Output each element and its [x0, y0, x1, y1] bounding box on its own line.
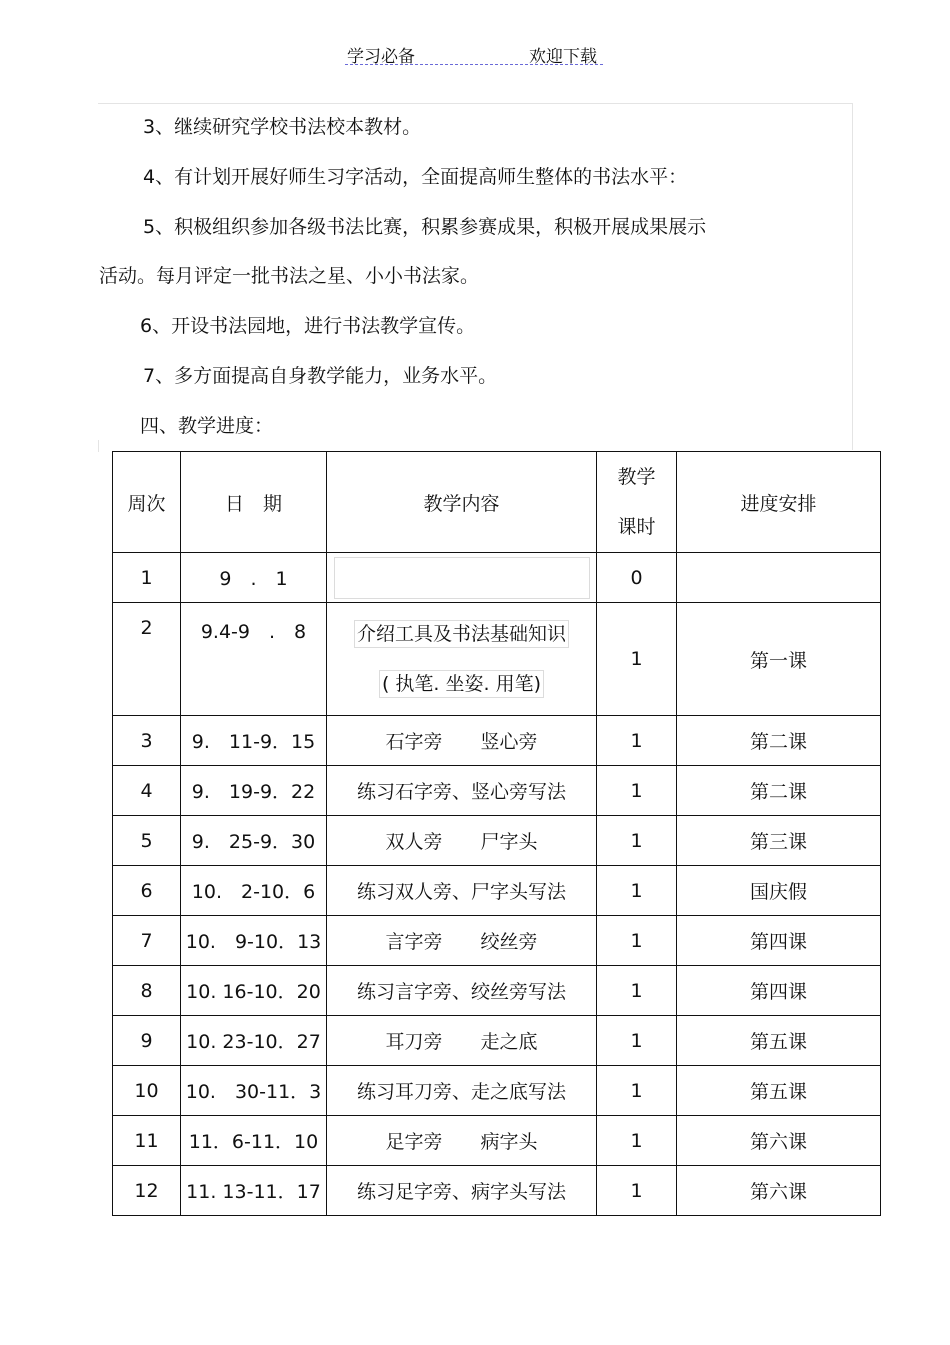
header-hours-line2: 课时 [617, 516, 656, 538]
cell-schedule [677, 553, 881, 603]
cell-week: 6 [113, 866, 181, 916]
teaching-schedule-table [112, 451, 881, 1216]
cell-date: 9 . 1 [181, 553, 327, 603]
cell-hours: 1 [597, 1116, 677, 1166]
cell-hours: 1 [597, 766, 677, 816]
frame-line-left [98, 440, 99, 452]
header-left-text: 学习必备 [347, 47, 415, 67]
cell-content [327, 553, 597, 603]
cell-schedule: 第四课 [677, 966, 881, 1016]
table-row [113, 766, 881, 816]
cell-hours: 1 [597, 966, 677, 1016]
page-header [345, 40, 603, 65]
cell-content: 练习耳刀旁、走之底写法 [327, 1066, 597, 1116]
cell-date: 9. 11-9．15 [181, 716, 327, 766]
table-row [113, 1116, 881, 1166]
cell-date: 10. 2-10．6 [181, 866, 327, 916]
content-empty-box [334, 557, 590, 599]
cell-week: 8 [113, 966, 181, 1016]
cell-hours: 0 [597, 553, 677, 603]
cell-content: 耳刀旁 走之底 [327, 1016, 597, 1066]
cell-date: 11. 13-11．17 [181, 1166, 327, 1216]
header-right-text: 欢迎下载 [529, 47, 597, 67]
header-date: 日 期 [181, 452, 327, 553]
cell-content: 练习足字旁、病字头写法 [327, 1166, 597, 1216]
cell-content: 双人旁 尸字头 [327, 816, 597, 866]
cell-date: 9.4-9 . 8 [181, 603, 327, 716]
cell-content: 石字旁 竖心旁 [327, 716, 597, 766]
cell-hours: 1 [597, 916, 677, 966]
paragraph-item-5: 5、积极组织参加各级书法比赛，积累参赛成果，积极开展成果展示 [143, 216, 707, 238]
cell-hours: 1 [597, 866, 677, 916]
cell-date: 10. 30-11．3 [181, 1066, 327, 1116]
cell-schedule: 第二课 [677, 766, 881, 816]
table-row [113, 603, 881, 716]
cell-schedule: 第二课 [677, 716, 881, 766]
cell-content [327, 603, 597, 716]
header-content: 教学内容 [327, 452, 597, 553]
cell-week: 4 [113, 766, 181, 816]
content-line1: 介绍工具及书法基础知识 [354, 620, 569, 648]
cell-schedule: 第六课 [677, 1166, 881, 1216]
header-week: 周次 [113, 452, 181, 553]
cell-date: 10. 9-10．13 [181, 916, 327, 966]
cell-schedule: 第五课 [677, 1016, 881, 1066]
frame-line-right [852, 103, 853, 450]
cell-week: 1 [113, 553, 181, 603]
header-hours-line1: 教学 [617, 466, 656, 488]
table-row [113, 1166, 881, 1216]
paragraph-item-3: 3、继续研究学校书法校本教材。 [143, 116, 422, 138]
paragraph-item-5-continued: 活动。每月评定一批书法之星、小小书法家。 [99, 265, 480, 287]
cell-content: 练习石字旁、竖心旁写法 [327, 766, 597, 816]
cell-week: 3 [113, 716, 181, 766]
cell-hours: 1 [597, 1166, 677, 1216]
cell-date: 10. 23-10．27 [181, 1016, 327, 1066]
section-heading-progress: 四、教学进度： [140, 415, 274, 437]
cell-content: 言字旁 绞丝旁 [327, 916, 597, 966]
cell-week: 5 [113, 816, 181, 866]
cell-schedule: 第四课 [677, 916, 881, 966]
paragraph-item-7: 7、多方面提高自身教学能力，业务水平。 [143, 365, 498, 387]
cell-week: 11 [113, 1116, 181, 1166]
table-row [113, 716, 881, 766]
paragraph-item-6: 6、开设书法园地，进行书法教学宣传。 [140, 315, 476, 337]
cell-schedule: 第三课 [677, 816, 881, 866]
table-row [113, 553, 881, 603]
header-schedule: 进度安排 [677, 452, 881, 553]
table-row [113, 816, 881, 866]
cell-schedule: 第六课 [677, 1116, 881, 1166]
cell-schedule: 第五课 [677, 1066, 881, 1116]
frame-line-top [98, 103, 853, 104]
cell-content: 足字旁 病字头 [327, 1116, 597, 1166]
cell-week: 2 [113, 603, 181, 716]
cell-week: 12 [113, 1166, 181, 1216]
cell-content: 练习言字旁、绞丝旁写法 [327, 966, 597, 1016]
cell-week: 9 [113, 1016, 181, 1066]
table-row [113, 1066, 881, 1116]
cell-hours: 1 [597, 603, 677, 716]
cell-date: 9. 19-9．22 [181, 766, 327, 816]
table-row [113, 916, 881, 966]
cell-week: 7 [113, 916, 181, 966]
table-header-row [113, 452, 881, 553]
table-row [113, 866, 881, 916]
table-row [113, 1016, 881, 1066]
cell-content: 练习双人旁、尸字头写法 [327, 866, 597, 916]
cell-week: 10 [113, 1066, 181, 1116]
cell-hours: 1 [597, 816, 677, 866]
cell-hours: 1 [597, 1016, 677, 1066]
paragraph-item-4: 4、有计划开展好师生习字活动，全面提高师生整体的书法水平： [143, 166, 688, 188]
cell-date: 10. 16-10．20 [181, 966, 327, 1016]
cell-hours: 1 [597, 716, 677, 766]
cell-date: 11．6-11．10 [181, 1116, 327, 1166]
content-line2: ( 执笔. 坐姿. 用笔) [379, 670, 544, 698]
cell-date: 9. 25-9．30 [181, 816, 327, 866]
table-row [113, 966, 881, 1016]
cell-schedule: 国庆假 [677, 866, 881, 916]
cell-hours: 1 [597, 1066, 677, 1116]
header-hours [597, 452, 677, 553]
cell-schedule: 第一课 [677, 603, 881, 716]
